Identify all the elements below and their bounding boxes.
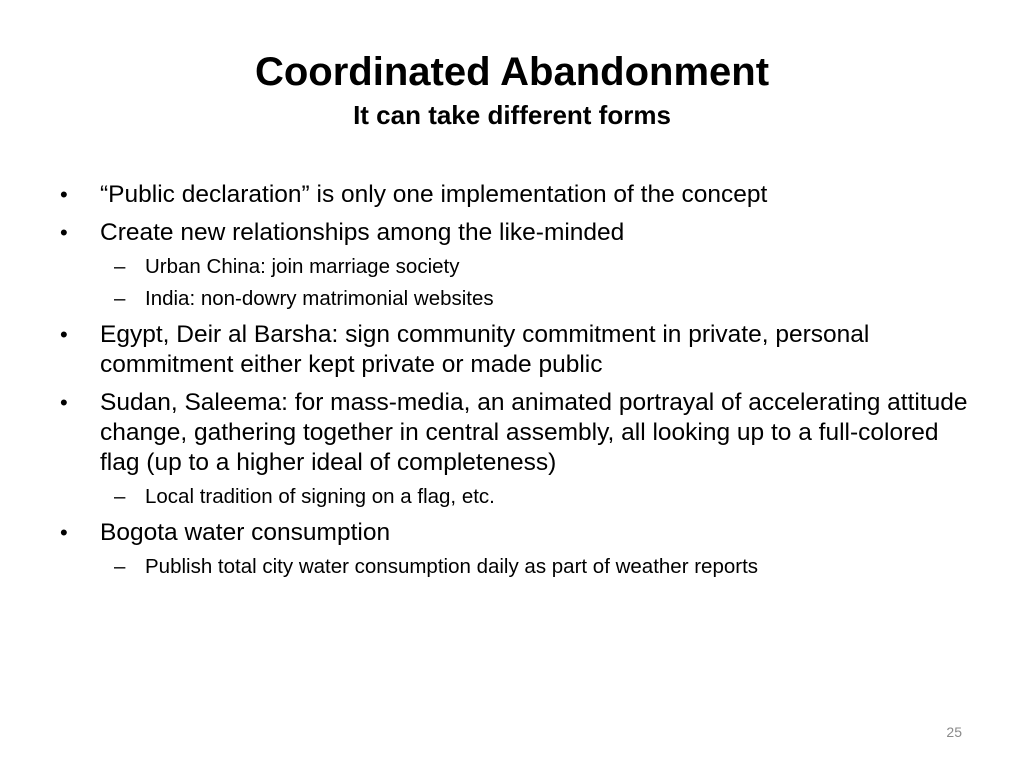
sub-bullet-text: Publish total city water consumption daily as part of weather reports xyxy=(145,555,759,578)
slide-subtitle: It can take different forms xyxy=(353,100,671,130)
sub-bullet-text: Urban China: join marriage society xyxy=(145,255,460,278)
sub-bullet-item xyxy=(58,554,968,580)
dash-icon: – xyxy=(114,485,126,508)
bullet-text: Bogota water consumption xyxy=(100,519,391,546)
bullet-icon: • xyxy=(60,322,68,347)
sub-bullet-item xyxy=(58,484,968,510)
bullet-icon: • xyxy=(60,182,68,207)
bullet-item xyxy=(58,218,968,248)
bullet-item xyxy=(58,180,968,210)
bullet-list xyxy=(58,180,968,588)
bullet-item xyxy=(58,518,968,548)
dash-icon: – xyxy=(114,287,126,310)
dash-icon: – xyxy=(114,555,126,578)
bullet-text: Create new relationships among the like-minded xyxy=(100,219,625,246)
bullet-icon: • xyxy=(60,390,68,415)
sub-bullet-text: Local tradition of signing on a flag, etc. xyxy=(145,485,495,508)
sub-bullet-text: India: non-dowry matrimonial websites xyxy=(145,287,494,310)
slide-title: Coordinated Abandonment xyxy=(254,50,770,94)
bullet-icon: • xyxy=(60,220,68,245)
bullet-item xyxy=(58,320,968,380)
bullet-item xyxy=(58,388,968,478)
bullet-text: “Public declaration” is only one implementation of the concept xyxy=(100,181,768,208)
page-number: 25 xyxy=(946,724,962,740)
bullet-text: Sudan, Saleema: for mass-media, an animated portrayal of accelerating attitude change, gathering together in central assembly, all looking up to a full-colored flag (up to a higher ideal of completeness) xyxy=(100,389,968,476)
sub-bullet-item xyxy=(58,254,968,280)
title-block xyxy=(0,48,1024,132)
bullet-text: Egypt, Deir al Barsha: sign community commitment in private, personal commitment either kept private or made public xyxy=(100,321,870,378)
bullet-icon: • xyxy=(60,520,68,545)
dash-icon: – xyxy=(114,255,126,278)
sub-bullet-item xyxy=(58,286,968,312)
